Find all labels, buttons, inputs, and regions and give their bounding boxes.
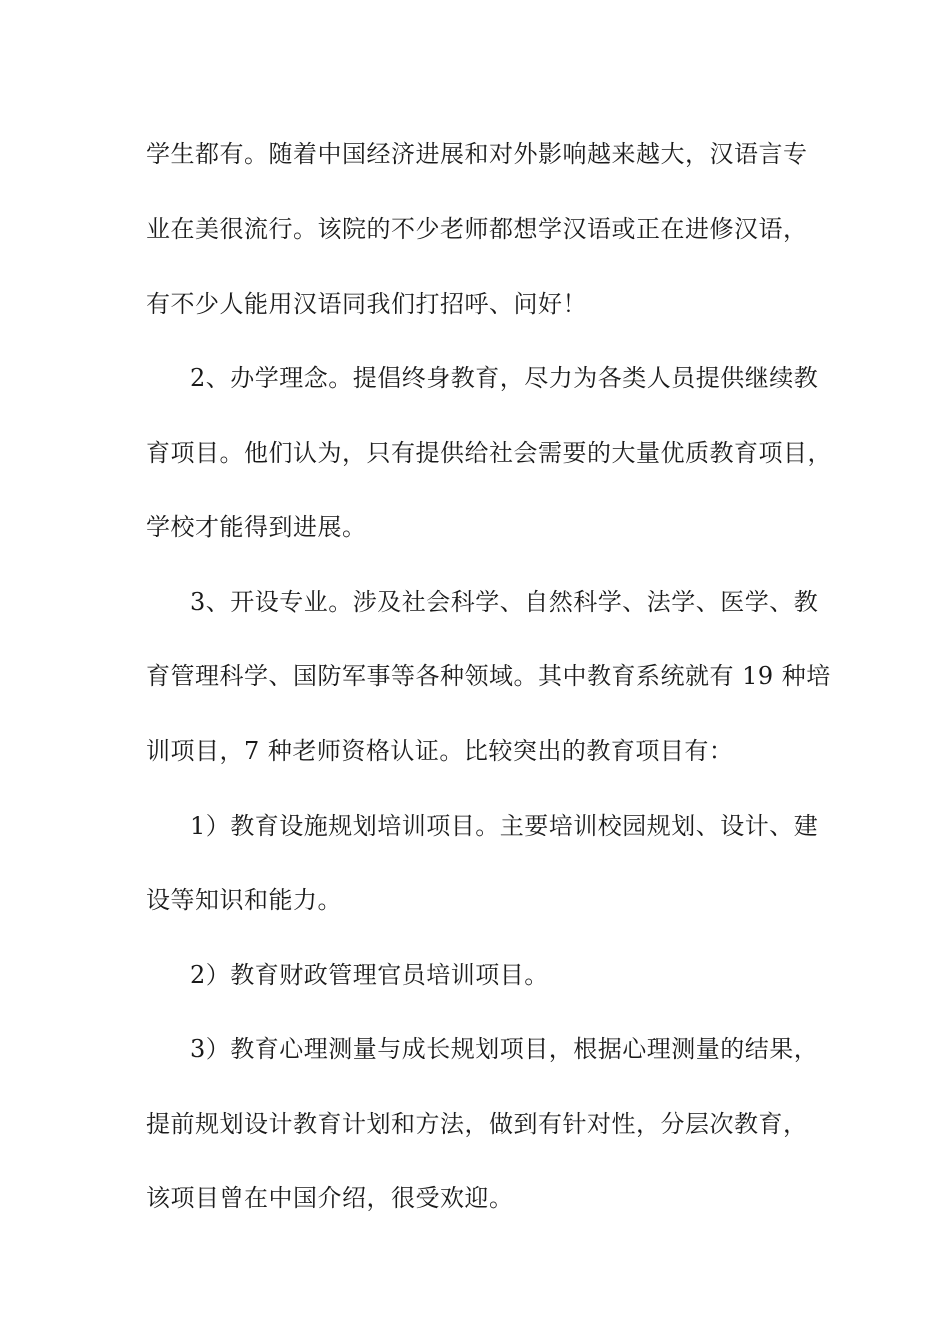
text-line: 提前规划设计教育计划和方法，做到有针对性，分层次教育，	[146, 1110, 808, 1138]
list-item-line: 2）教育财政管理官员培训项目。	[190, 961, 549, 989]
text-line: 设等知识和能力。	[146, 886, 342, 914]
list-item-line: 1）教育设施规划培训项目。主要培训校园规划、设计、建	[190, 812, 819, 840]
text-line: 有不少人能用汉语同我们打招呼、问好！	[146, 290, 587, 318]
text-line: 训项目，7 种老师资格认证。比较突出的教育项目有：	[146, 737, 734, 765]
paragraph-start-line: 2、办学理念。提倡终身教育，尽力为各类人员提供继续教	[190, 364, 819, 392]
text-line: 业在美很流行。该院的不少老师都想学汉语或正在进修汉语，	[146, 215, 808, 243]
text-line: 育管理科学、国防军事等各种领域。其中教育系统就有 19 种培	[146, 662, 831, 690]
text-line: 育项目。他们认为，只有提供给社会需要的大量优质教育项目，	[146, 439, 832, 467]
text-line: 学校才能得到进展。	[146, 513, 367, 541]
text-line: 该项目曾在中国介绍，很受欢迎。	[146, 1184, 514, 1212]
list-item-line: 3）教育心理测量与成长规划项目，根据心理测量的结果，	[190, 1035, 819, 1063]
paragraph-start-line: 3、开设专业。涉及社会科学、自然科学、法学、医学、教	[190, 588, 819, 616]
text-line: 学生都有。随着中国经济进展和对外影响越来越大，汉语言专	[146, 140, 808, 168]
